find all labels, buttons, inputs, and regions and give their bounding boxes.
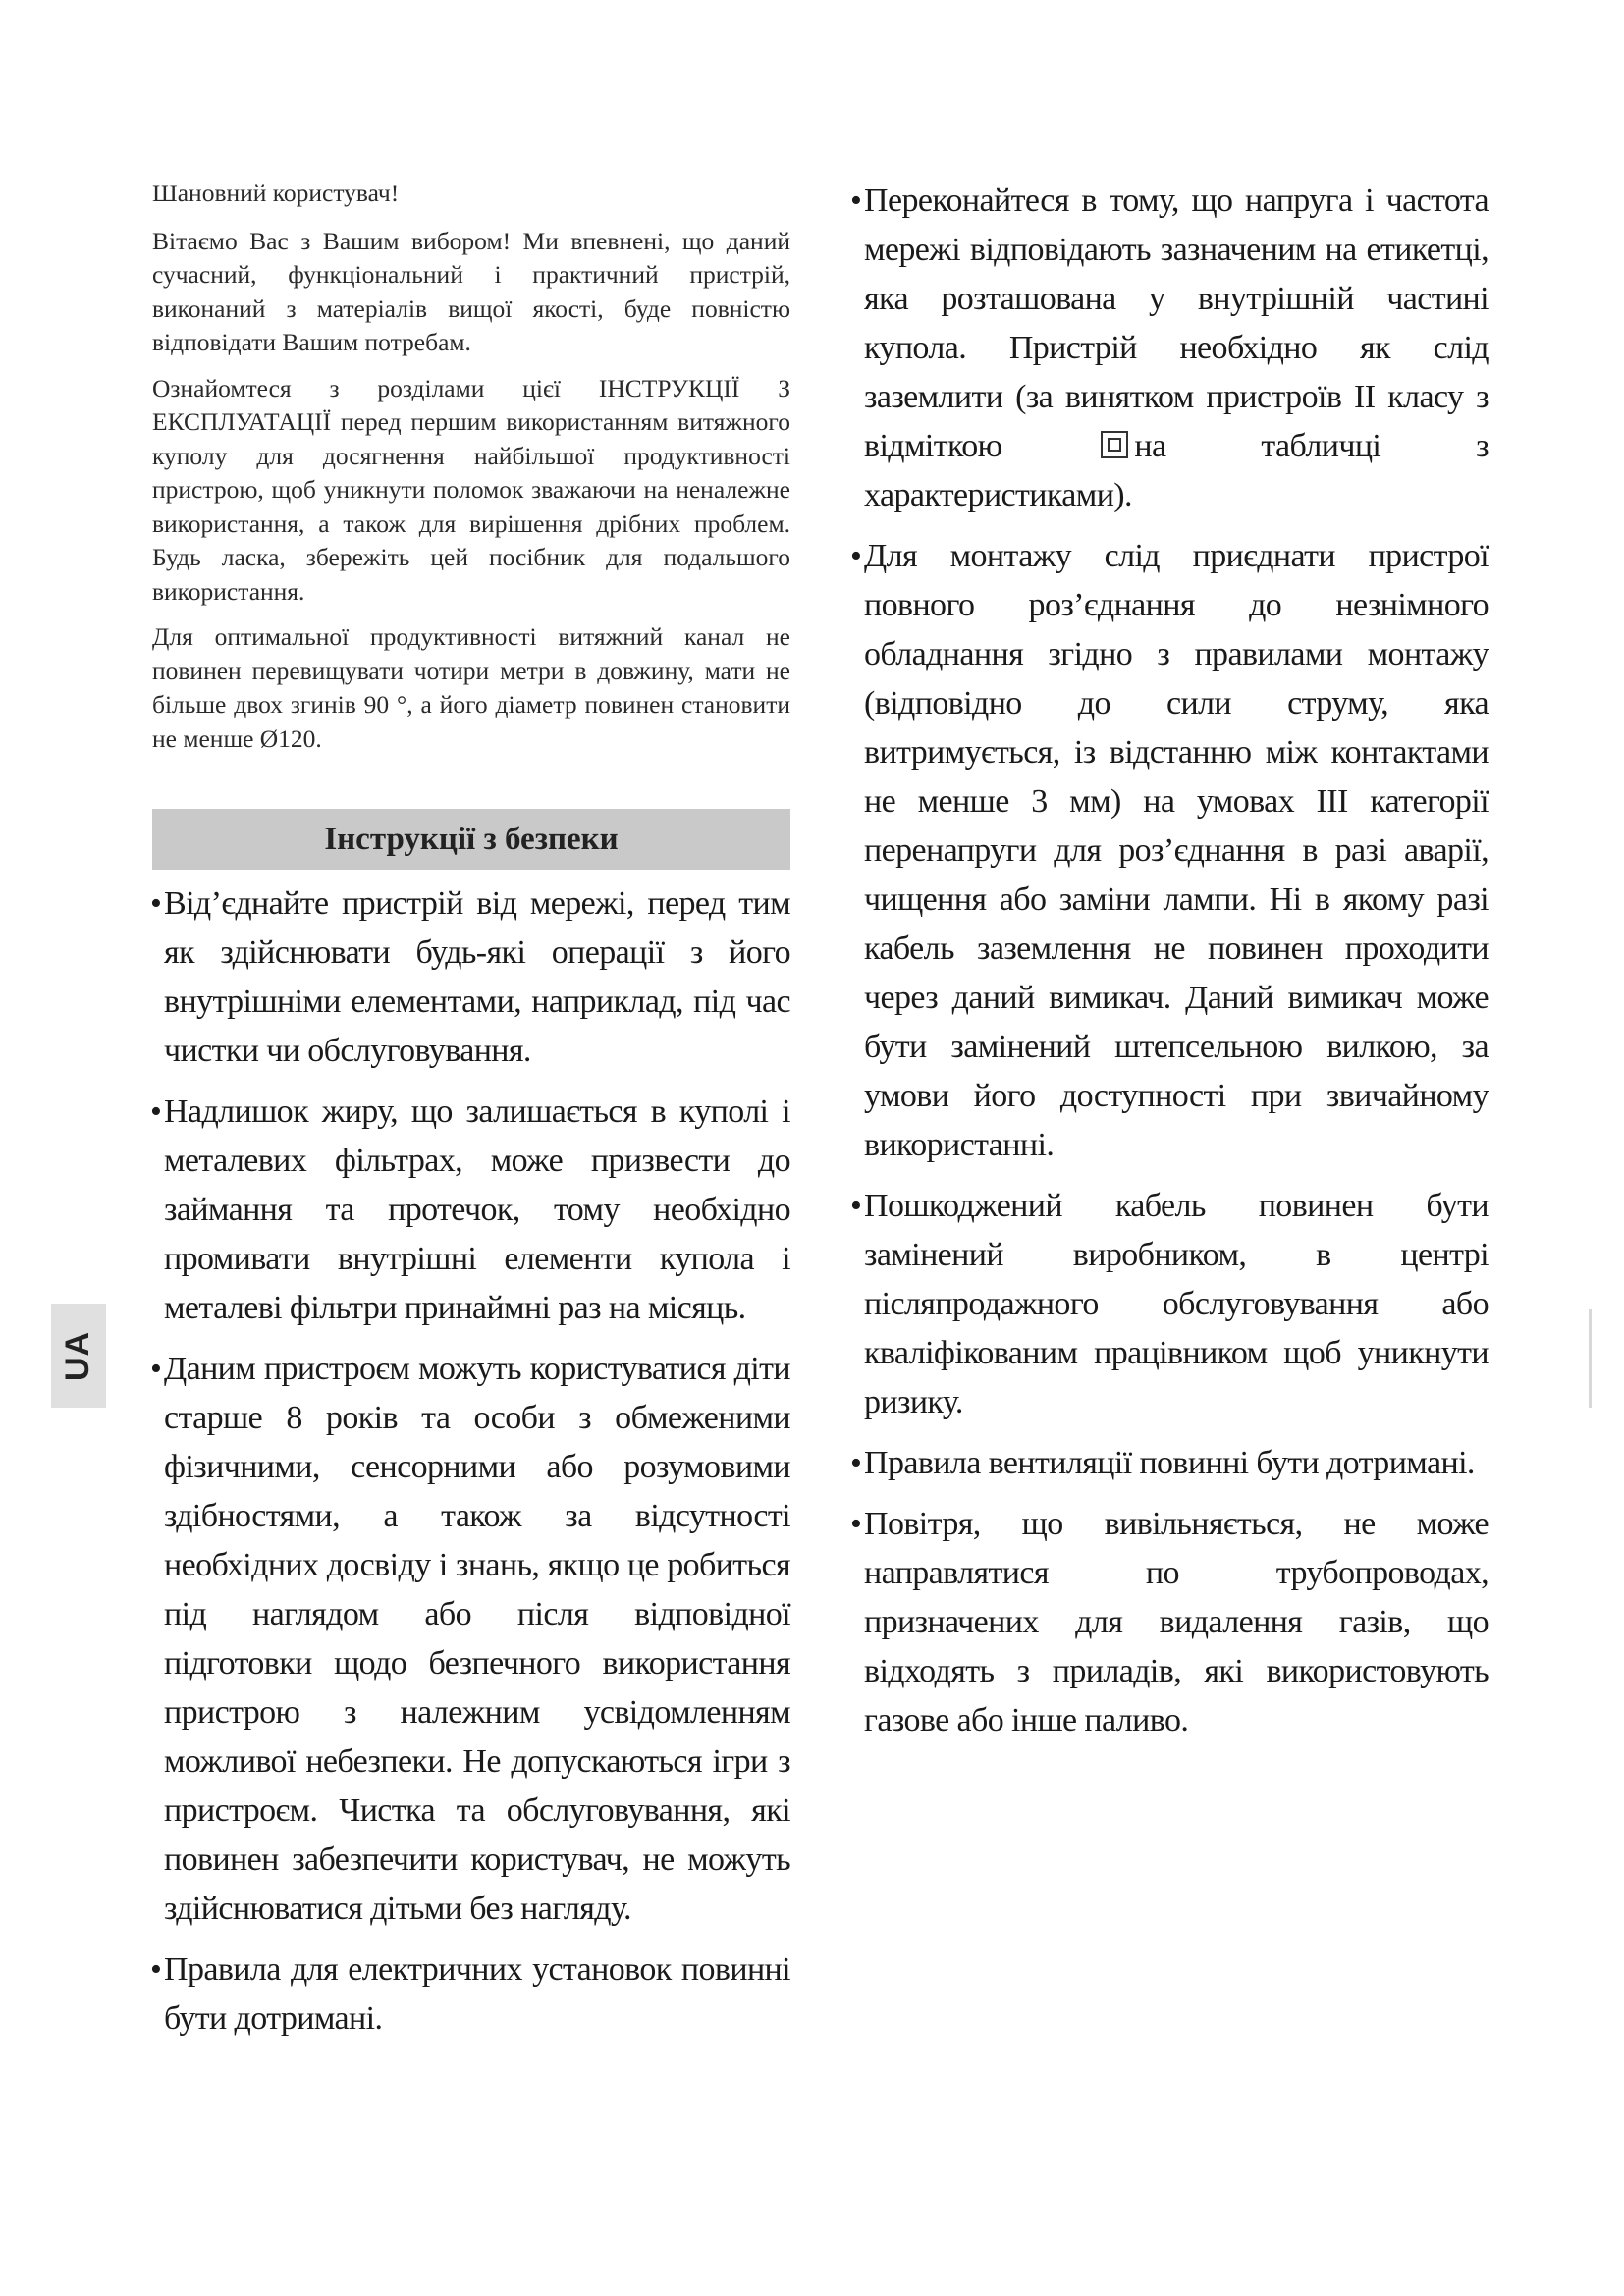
left-column bbox=[152, 177, 790, 2056]
intro-paragraph-manual: Ознайомтеся з розділами цієї ІНСТРУКЦІЇ З ЕКСПЛУАТАЦІЇ перед першим використанням витяжного куполу для досягнення найбільшої продуктивності пристрою, щоб уникнути поломок зважаючи на неналежне використання, а також для вирішення дрібних проблем. Будь ласка, збережіть цей посібник для подальшого використання. bbox=[152, 373, 790, 606]
safety-item-text: Правила вентиляції повинні бути дотримані. bbox=[864, 1445, 1475, 1481]
safety-item-text-part2: на табличці з характеристиками). bbox=[864, 428, 1489, 513]
safety-item-text-part1: Переконайтеся в тому, що напруга і частота мережі відповідають зазначеним на етикетці, яка розташована у внутрішній частині купола. Пристрій необхідно як слід заземлити (за винятком пристроїв II класу з відміткою bbox=[864, 183, 1489, 464]
bullet-marker: • bbox=[150, 885, 162, 922]
safety-item bbox=[852, 1439, 1489, 1488]
safety-item-text: Надлишок жиру, що залишається в куполі і металевих фільтрах, може призвести до займання та протечок, тому необхідно промивати внутрішні елементи купола і металеві фільтри принаймні раз на місяць. bbox=[164, 1094, 790, 1326]
safety-item bbox=[152, 1946, 790, 2044]
safety-item bbox=[852, 1500, 1489, 1745]
safety-item-text: Від’єднайте пристрій від мережі, перед тим як здійснювати будь-які операції з його внутрішніми елементами, наприклад, під час чистки чи обслуговування. bbox=[164, 885, 790, 1069]
bullet-marker: • bbox=[850, 1445, 862, 1481]
bullet-marker: • bbox=[850, 538, 862, 574]
intro-paragraph-welcome: Вітаємо Вас з Вашим вибором! Ми впевнені, що даний сучасний, функціональний і практичний пристрій, виконаний з матеріалів вищої якості, буде повністю відповідати Вашим потребам. bbox=[152, 226, 790, 356]
language-tab-label: UA bbox=[59, 1330, 97, 1381]
safety-item-text: Пошкоджений кабель повинен бути замінений виробником, в центрі післяпродажного обслуговування або кваліфікованим працівником щоб уникнути ризику. bbox=[864, 1188, 1489, 1420]
page-edge-marker bbox=[1589, 1309, 1592, 1408]
safety-item-text: Даним пристроєм можуть користуватися діти старше 8 років та особи з обмеженими фізичними, сенсорними або розумовими здібностями, а також за відсутності необхідних досвіду і знань, якщо це робиться під наглядом або після відповідної підготовки щодо безпечного використання пристрою з належним усвідомленням можливої небезпеки. Не допускаються ігри з пристроєм. Чистка та обслуговування, які повинен забезпечити користувач, не можуть здійснюватися дітьми без нагляду. bbox=[164, 1351, 790, 1927]
intro-paragraph-duct: Для оптимальної продуктивності витяжний канал не повинен перевищувати чотири метри в довжину, мати не більше двох згинів 90 °, а його діаметр повинен становити не менше Ø120. bbox=[152, 622, 790, 753]
right-column bbox=[852, 177, 1489, 1757]
class-ii-double-insulation-icon bbox=[1101, 431, 1128, 458]
safety-item bbox=[852, 1182, 1489, 1427]
safety-item bbox=[152, 880, 790, 1076]
intro-text bbox=[152, 177, 790, 756]
safety-item-text: Повітря, що вивільняється, не може направлятися по трубопроводах, призначених для видалення газів, що відходять з приладів, які використовують газове або інше паливо. bbox=[864, 1506, 1489, 1738]
safety-item-text: Правила для електричних установок повинні бути дотримані. bbox=[164, 1951, 790, 2037]
bullet-marker: • bbox=[850, 1188, 862, 1224]
safety-list-left bbox=[152, 880, 790, 2044]
greeting: Шановний користувач! bbox=[152, 179, 400, 207]
bullet-marker: • bbox=[850, 1506, 862, 1542]
safety-item-text: Для монтажу слід приєднати пристрої повного роз’єднання до незнімного обладнання згідно з правилами монтажу (відповідно до сили струму, яка витримується, із відстанню між контактами не менше 3 мм) на умовах III категорії перенапруги для роз’єднання в разі аварії, чищення або заміни лампи. Ні в якому разі кабель заземлення не повинен проходити через даний вимикач. Даний вимикач може бути замінений штепсельною вилкою, за умови його доступності при звичайному використанні. bbox=[864, 538, 1489, 1163]
safety-item bbox=[852, 177, 1489, 520]
bullet-marker: • bbox=[150, 1094, 162, 1130]
bullet-marker: • bbox=[850, 183, 862, 219]
bullet-marker: • bbox=[150, 1951, 162, 1988]
bullet-marker: • bbox=[150, 1351, 162, 1387]
section-title-safety: Інструкції з безпеки bbox=[152, 809, 790, 870]
safety-item bbox=[152, 1088, 790, 1333]
safety-item bbox=[852, 532, 1489, 1170]
language-tab bbox=[51, 1304, 106, 1408]
safety-item bbox=[152, 1345, 790, 1934]
